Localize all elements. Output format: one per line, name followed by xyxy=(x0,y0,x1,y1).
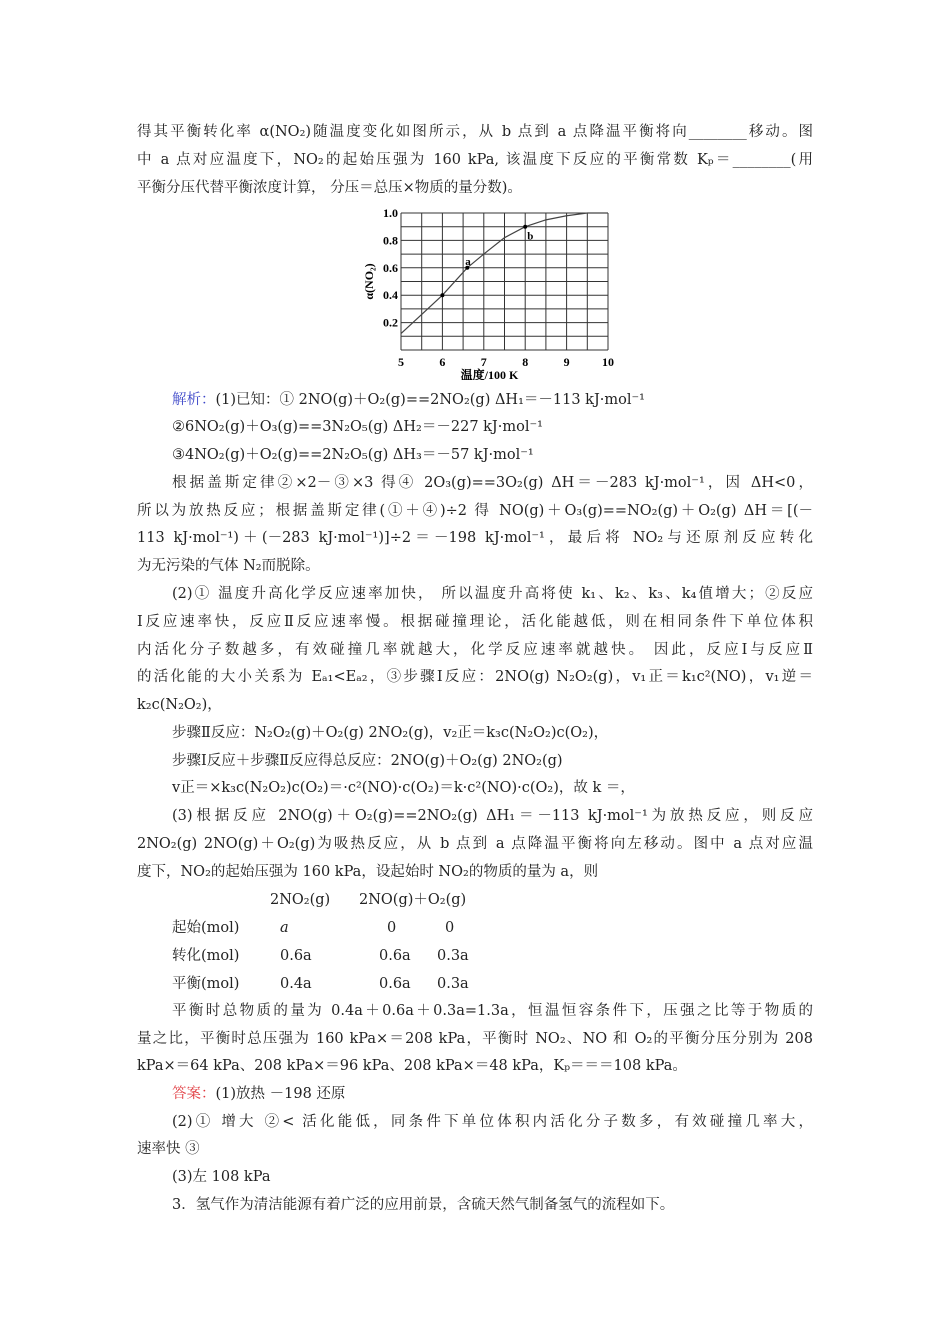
text-line: v正＝×k₃c(N₂O₂)c(O₂)＝·c²(NO)·c(O₂)＝k·c²(NO)·c(O₂)，故 k ＝， xyxy=(172,780,635,796)
text-line: 量之比，平衡时总压强为 160 kPa×＝208 kPa，平衡时 NO₂、NO 和 O₂的平衡分压分别为 208 xyxy=(137,1031,813,1047)
text-line: Ⅰ反应速率快，反应Ⅱ反应速率慢。根据碰撞理论，活化能越低，则在相同条件下单位体积 xyxy=(137,614,813,630)
row-label: 平衡(mol) xyxy=(172,976,240,992)
text-line: 中 a 点对应温度下，NO₂的起始压强为 160 kPa, 该温度下反应的平衡常数 Kₚ＝________(用 xyxy=(137,152,813,168)
conversion-chart xyxy=(355,205,625,380)
text-line xyxy=(172,390,813,410)
text-line: (3)左 108 kPa xyxy=(172,1169,271,1185)
row-label: 起始(mol) xyxy=(172,920,240,936)
text-line: 3．氢气作为清洁能源有着广泛的应用前景，含硫天然气制备氢气的流程如下。 xyxy=(172,1197,675,1213)
x-tick-label: 7 xyxy=(480,355,487,369)
text-line: ③4NO₂(g)＋O₂(g)==2N₂O₅(g) ΔH₃＝－57 kJ·mol⁻¹ xyxy=(172,447,534,463)
text-line: 的活化能的大小关系为 Eₐ₁<Eₐ₂，③步骤Ⅰ反应：2NO(g) N₂O₂(g)，v₁正＝k₁c²(NO)，v₁逆＝ xyxy=(137,669,813,685)
text-line: 步骤Ⅰ反应＋步骤Ⅱ反应得总反应：2NO(g)＋O₂(g) 2NO₂(g) xyxy=(172,753,563,769)
text-line: 所以为放热反应；根据盖斯定律(①＋④)÷2 得 NO(g)＋O₃(g)==NO₂(g)＋O₂(g) ΔH＝[(－ xyxy=(137,503,813,519)
table-cell: 0.6a xyxy=(280,948,312,964)
x-tick-label: 5 xyxy=(398,355,404,369)
text-line: (2)① 温度升高化学反应速率加快， 所以温度升高将使 k₁、k₂、k₃、k₄值增大；②反应 xyxy=(172,586,813,602)
table-cell: 0.3a xyxy=(437,948,469,964)
point-label: a xyxy=(465,255,471,268)
y-axis-label: α(NO₂) xyxy=(362,263,376,300)
table-cell: 0.4a xyxy=(280,976,312,992)
text-line: ②6NO₂(g)＋O₃(g)==3N₂O₅(g) ΔH₂＝－227 kJ·mol⁻¹ xyxy=(172,419,543,435)
line-text: (1)放热 －198 还原 xyxy=(215,1086,346,1102)
text-line: 根据盖斯定律②×2－③×3 得④ 2O₃(g)==3O₂(g) ΔH＝－283 kJ·mol⁻¹，因 ΔH<0， xyxy=(172,475,813,491)
table-cell: 0.3a xyxy=(437,976,469,992)
text-line: 113 kJ·mol⁻¹)＋(－283 kJ·mol⁻¹)]÷2＝－198 kJ·mol⁻¹，最后将 NO₂与还原剂反应转化 xyxy=(137,530,813,546)
x-tick-label: 10 xyxy=(602,355,614,369)
table-cell: 0 xyxy=(445,920,455,936)
text-line xyxy=(172,1084,813,1104)
row-label: 转化(mol) xyxy=(172,948,240,964)
y-tick-label: 0.4 xyxy=(383,288,398,303)
text-line: 内活化分子数越多，有效碰撞几率就越大，化学反应速率就越快。 因此，反应Ⅰ与反应Ⅱ xyxy=(137,642,813,658)
text-line: 步骤Ⅱ反应：N₂O₂(g)＋O₂(g) 2NO₂(g)，v₂正＝k₃c(N₂O₂)c(O₂)， xyxy=(172,725,609,741)
text-line: 得其平衡转化率 α(NO₂)随温度变化如图所示，从 b 点到 a 点降温平衡将向________移动。图 xyxy=(137,124,813,140)
text-line: 度下，NO₂的起始压强为 160 kPa，设起始时 NO₂的物质的量为 a，则 xyxy=(137,864,599,880)
table-header: 2NO(g)＋O₂(g) xyxy=(359,892,467,908)
text-line: 平衡分压代替平衡浓度计算， 分压＝总压×物质的量分数)。 xyxy=(137,180,522,196)
text-line: 平衡时总物质的量为 0.4a＋0.6a＋0.3a=1.3a，恒温恒容条件下，压强之比等于物质的 xyxy=(172,1003,813,1019)
x-axis-label: 温度/100 K xyxy=(460,368,519,380)
x-tick-label: 6 xyxy=(439,355,446,369)
data-point xyxy=(523,225,527,229)
x-tick-label: 9 xyxy=(563,355,570,369)
text-line: (3)根据反应 2NO(g)＋O₂(g)==2NO₂(g) ΔH₁＝－113 kJ·mol⁻¹为放热反应，则反应 xyxy=(172,808,813,824)
analysis-label: 解析： xyxy=(172,392,216,408)
point-label: b xyxy=(527,230,534,243)
x-tick-label: 8 xyxy=(522,355,529,369)
y-tick-label: 1.0 xyxy=(383,206,398,220)
table-cell: a xyxy=(280,920,289,936)
text-line: 2NO₂(g) 2NO(g)＋O₂(g)为吸热反应，从 b 点到 a 点降温平衡将向左移动。图中 a 点对应温 xyxy=(137,836,813,852)
answer-label: 答案： xyxy=(172,1086,216,1102)
y-tick-label: 0.6 xyxy=(383,260,398,275)
table-cell: 0.6a xyxy=(379,976,411,992)
text-line: (2)① 增大 ②< 活化能低，同条件下单位体积内活化分子数多，有效碰撞几率大， xyxy=(172,1114,813,1130)
text-line: 为无污染的气体 N₂而脱除。 xyxy=(137,558,320,574)
data-point xyxy=(440,293,444,297)
text-line: k₂c(N₂O₂)， xyxy=(137,697,222,713)
table-header: 2NO₂(g) xyxy=(270,892,331,908)
y-tick-label: 0.2 xyxy=(383,315,398,330)
text-line: 速率快 ③ xyxy=(137,1141,200,1157)
line-text: (1)已知：① 2NO(g)＋O₂(g)==2NO₂(g) ΔH₁＝－113 kJ·mol⁻¹ xyxy=(215,392,645,408)
y-tick-label: 0.8 xyxy=(383,233,398,248)
text-line: kPa×＝64 kPa、208 kPa×＝96 kPa、208 kPa×＝48 kPa，Kₚ＝＝＝108 kPa。 xyxy=(137,1058,687,1074)
table-cell: 0 xyxy=(387,920,397,936)
table-cell: 0.6a xyxy=(379,948,411,964)
